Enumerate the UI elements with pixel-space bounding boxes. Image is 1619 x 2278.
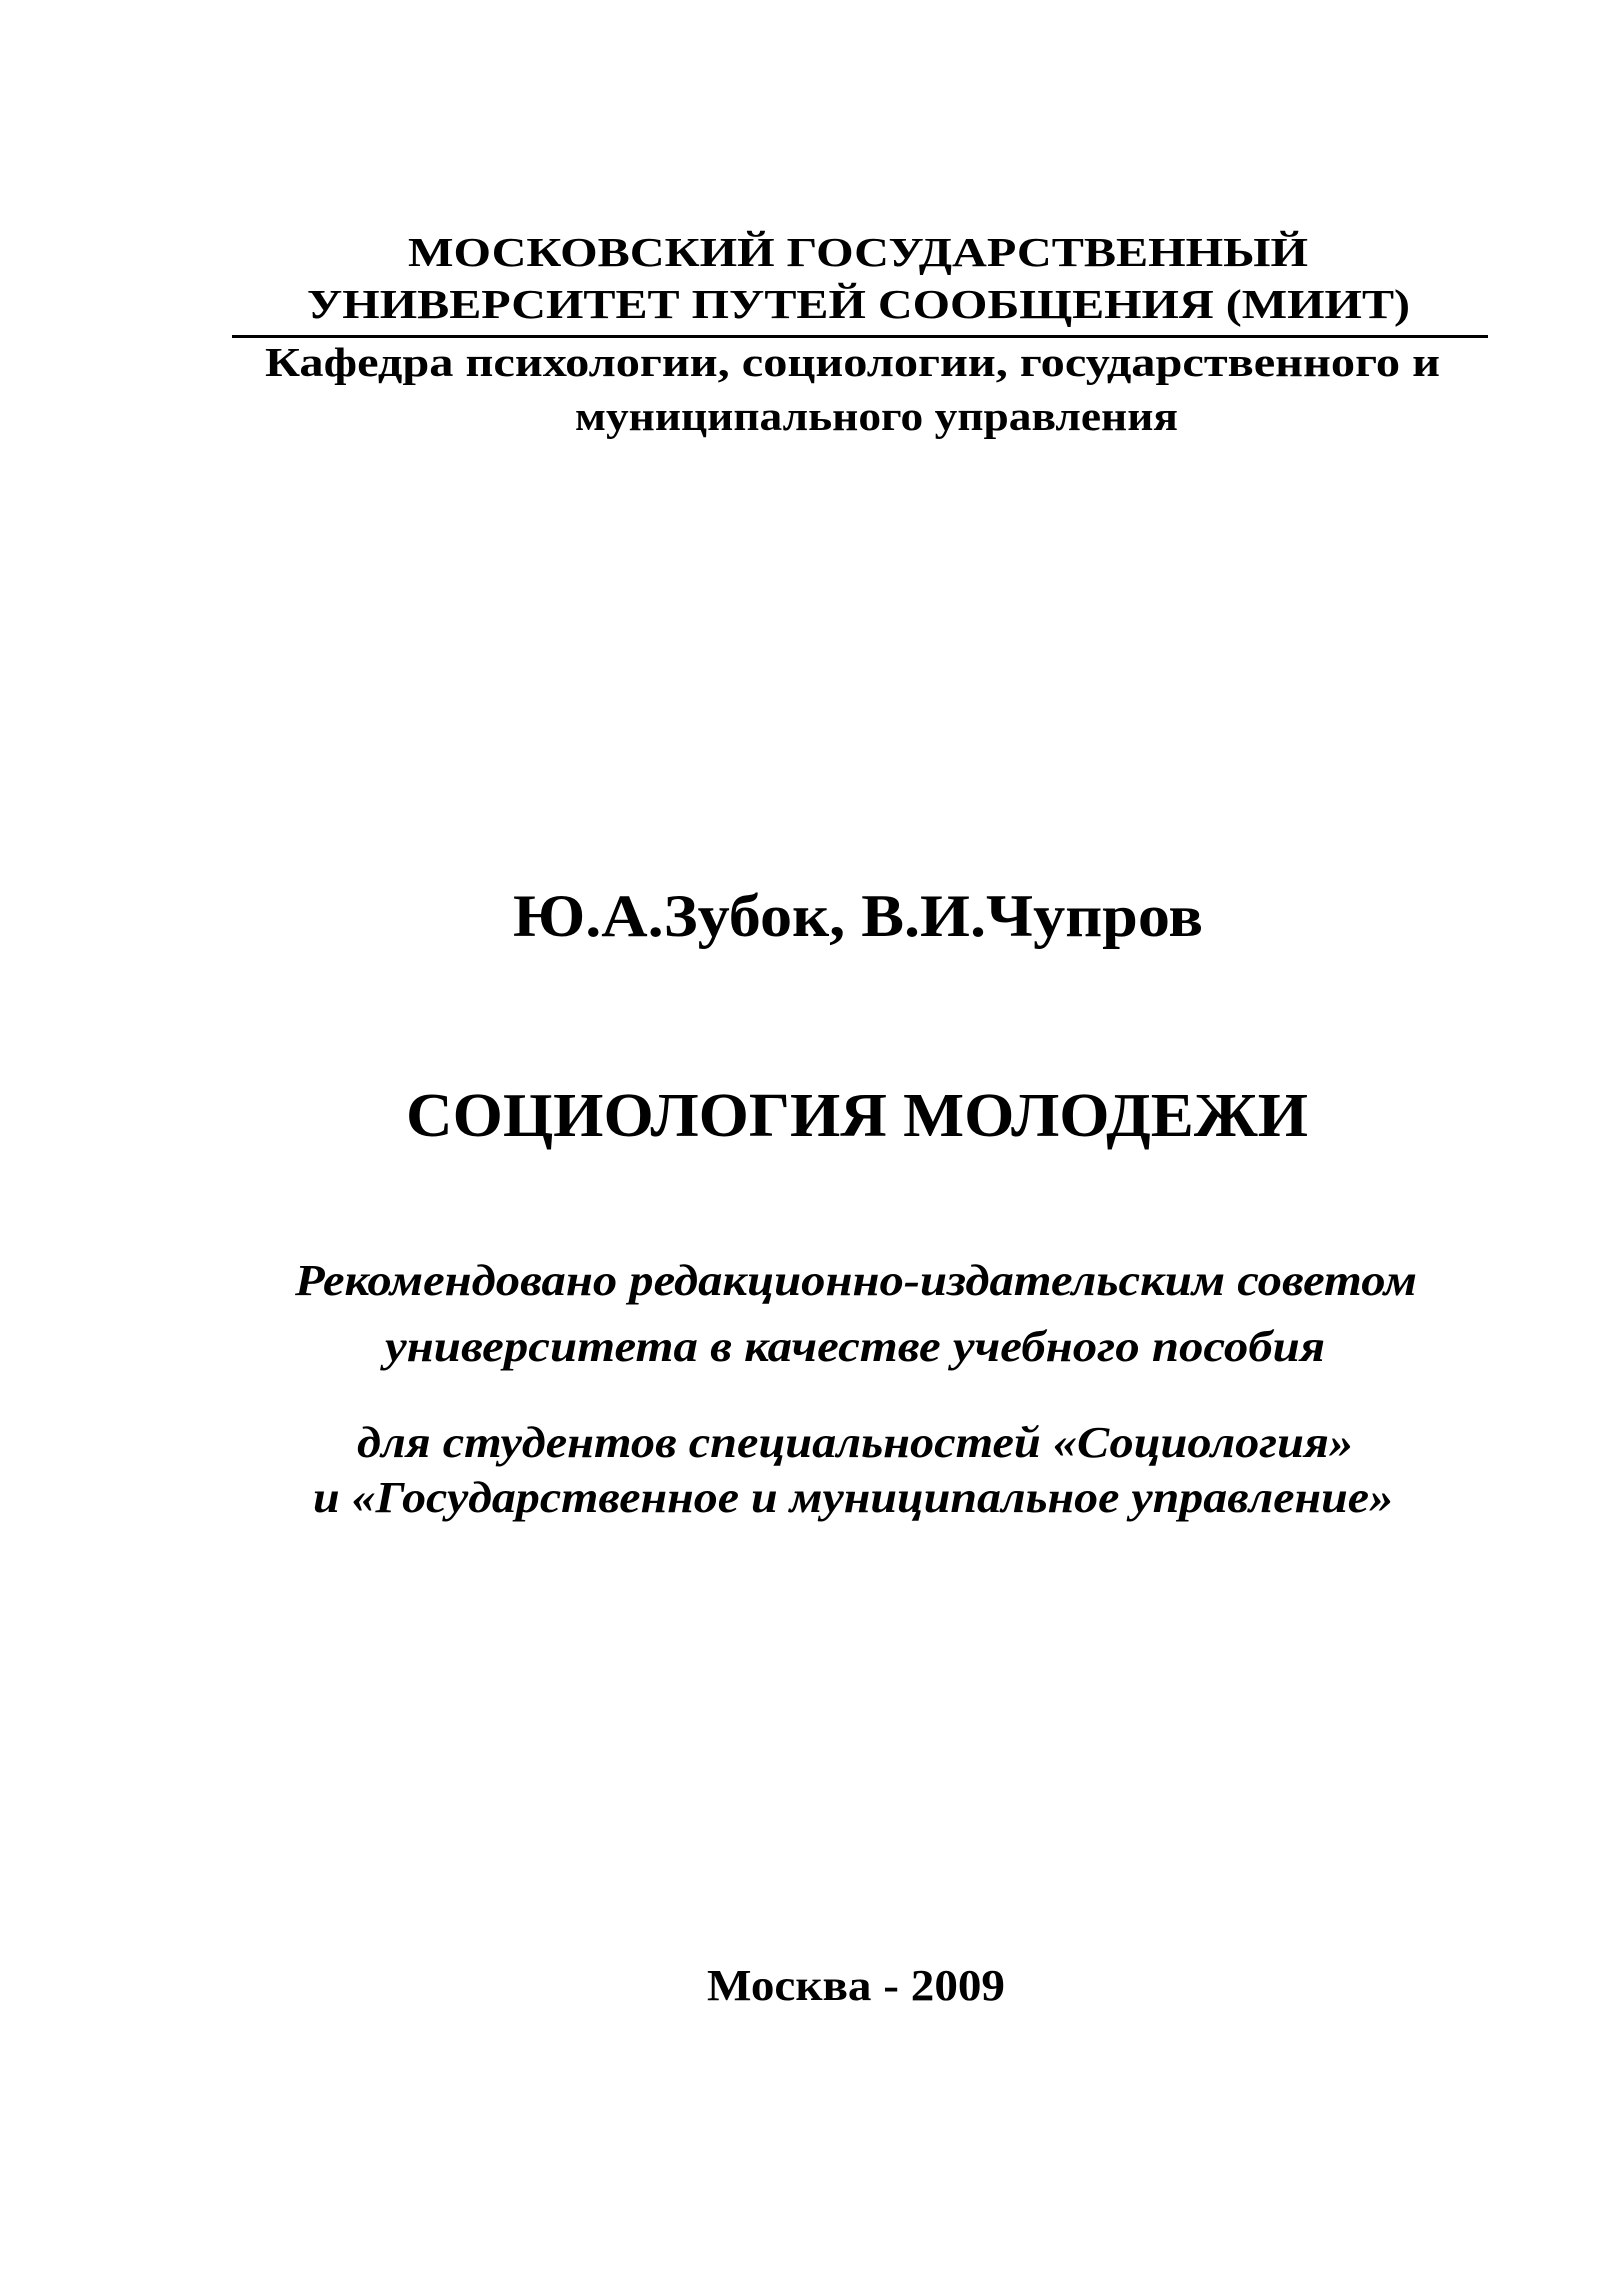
- department-line1: Кафедра психологии, социологии, государственного и: [265, 338, 1440, 385]
- recommendation-line3: для студентов специальностей «Социология»: [357, 1418, 1354, 1468]
- university-name-line2: УНИВЕРСИТЕТ ПУТЕЙ СООБЩЕНИЯ (МИИТ): [307, 280, 1411, 327]
- header-divider: [232, 335, 1488, 338]
- university-name-line1: МОСКОВСКИЙ ГОСУДАРСТВЕННЫЙ: [408, 228, 1309, 275]
- city-year: Москва - 2009: [707, 1961, 1006, 2011]
- recommendation-line1: Рекомендовано редакционно-издательским советом: [295, 1256, 1418, 1306]
- authors: Ю.А.Зубок, В.И.Чупров: [513, 883, 1204, 949]
- recommendation-line2: университета в качестве учебного пособия: [385, 1322, 1325, 1372]
- book-title: СОЦИОЛОГИЯ МОЛОДЕЖИ: [406, 1081, 1309, 1150]
- recommendation-line4: и «Государственное и муниципальное управление»: [313, 1473, 1394, 1523]
- department-line2: муниципального управления: [575, 392, 1178, 439]
